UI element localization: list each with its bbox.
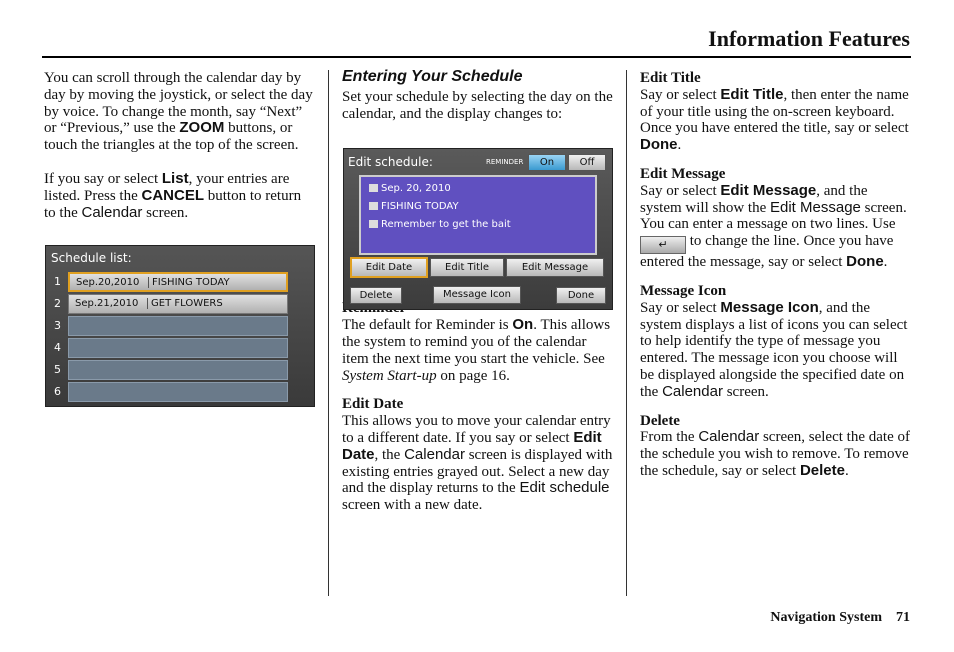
note-icon: [369, 220, 378, 228]
edit-date-heading: Edit Date: [342, 396, 404, 413]
edit-date-paragraph: This allows you to move your calendar entry to a different date. If you say or select Edit Date, the Calendar screen is displayed with existing entries grayed out. Select a new day and the display returns to the Edit schedule screen with a new date.: [342, 413, 613, 514]
edit-message-paragraph: Say or select Edit Message, and the system will show the Edit Message screen. You can enter a message on two lines. Use ↵ to change the line. Once you have entered the message, say or select Done.: [640, 181, 907, 271]
section-subhead: Entering Your Schedule: [342, 68, 523, 85]
delete-button[interactable]: Delete: [350, 287, 402, 304]
intro-paragraph: Set your schedule by selecting the day on the calendar, and the display changes to:: [342, 88, 613, 122]
return-arrow-icon: ↵: [640, 236, 686, 254]
page-number: 71: [896, 610, 910, 625]
scroll-paragraph: You can scroll through the calendar day by day by moving the joystick, or select the day by voice. To change the month, say “Next” or “Previous,” use the ZOOM buttons, or touch the triangles at the top of the screen.: [44, 70, 313, 154]
reminder-paragraph: The default for Reminder is On. This allows the system to remind you of the calendar item the next time you start the vehicle. See System Start-up on page 16.: [342, 316, 611, 384]
column-left: [44, 70, 314, 221]
column-divider-1: [328, 70, 329, 596]
reminder-off-button[interactable]: Off: [568, 154, 606, 171]
list-paragraph: If you say or select List, your entries are listed. Press the CANCEL button to return to the Calendar screen.: [44, 169, 302, 221]
column-divider-2: [626, 70, 627, 596]
edit-message-button[interactable]: Edit Message: [506, 258, 604, 277]
list-item: 5: [48, 360, 312, 380]
edit-schedule-screenshot: [343, 148, 613, 310]
list-item: 4: [48, 338, 312, 358]
page-header-title: Information Features: [708, 26, 910, 51]
edit-title-heading: Edit Title: [640, 70, 701, 86]
list-item: 2 Sep.21,2010 GET FLOWERS: [48, 294, 312, 314]
list-item: 6: [48, 382, 312, 402]
edit-title-paragraph: Say or select Edit Title, then enter the name of your title using the on-screen keyboard. Once you have entered the title, say or select Done.: [640, 85, 909, 154]
message-icon: [369, 202, 378, 210]
message-icon-heading: Message Icon: [640, 282, 727, 299]
done-button[interactable]: Done: [556, 287, 606, 304]
calendar-icon: [369, 184, 378, 192]
schedule-list-title: Schedule list:: [51, 251, 132, 265]
page-footer: [770, 610, 910, 626]
footer-label: Navigation System: [770, 610, 882, 625]
message-icon-button[interactable]: Message Icon: [433, 286, 521, 304]
delete-heading: Delete: [640, 412, 680, 429]
delete-paragraph: From the Calendar screen, select the date of the schedule you wish to remove. To remove the schedule, say or select Delete.: [640, 428, 910, 479]
edit-message-heading: Edit Message: [640, 165, 726, 182]
edit-title-button[interactable]: Edit Title: [430, 258, 504, 277]
header-rule: [42, 56, 911, 58]
list-item: 1 Sep.20,2010 FISHING TODAY: [48, 272, 312, 292]
column-right: [640, 70, 910, 480]
message-icon-paragraph: Say or select Message Icon, and the system displays a list of icons you can select to help identify the type of message you entered. The message icon you choose will be displayed alongside the specified date on the Calendar screen.: [640, 298, 908, 400]
schedule-preview-panel: Sep. 20, 2010 FISHING TODAY Remember to get the bait: [359, 175, 597, 255]
edit-date-button[interactable]: Edit Date: [350, 257, 428, 278]
reminder-label: REMINDER: [486, 158, 524, 166]
schedule-list-screenshot: [45, 245, 315, 407]
list-item: 3: [48, 316, 312, 336]
reminder-on-button[interactable]: On: [528, 154, 566, 171]
edit-schedule-title: Edit schedule:: [348, 155, 433, 169]
